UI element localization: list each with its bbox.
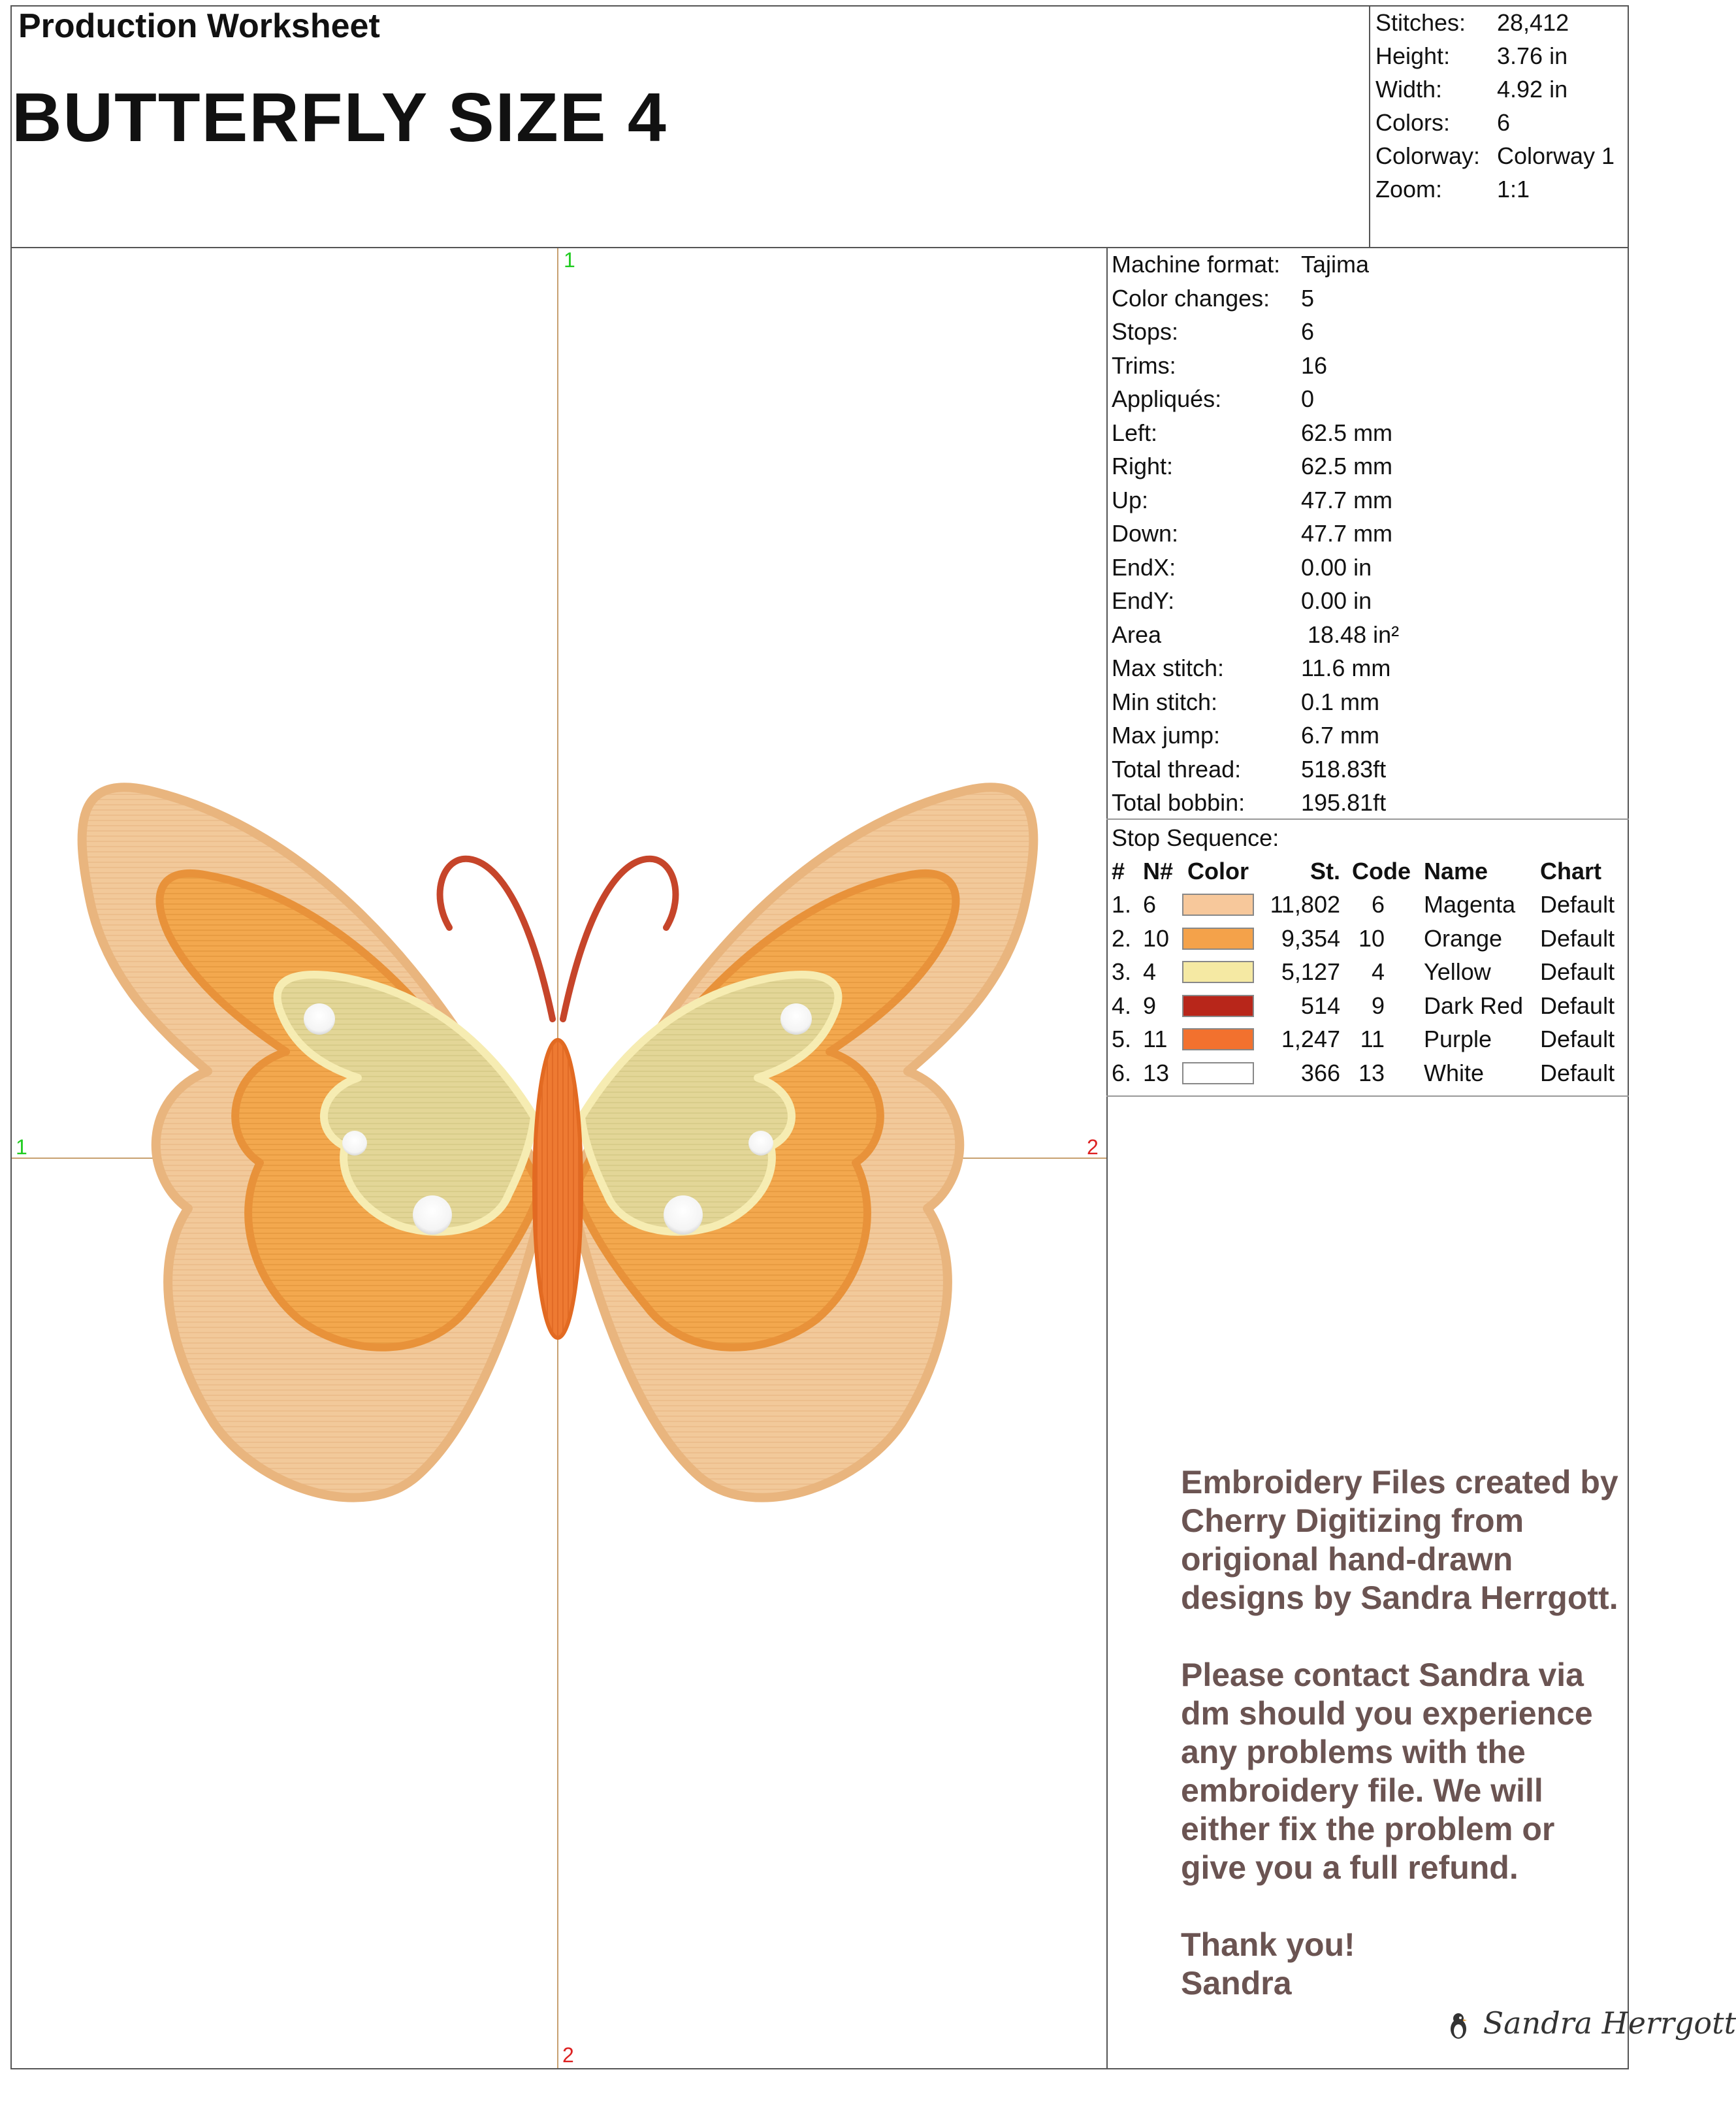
axis-marker-bottom: 2	[562, 2043, 574, 2067]
design-name: BUTTERFLY SIZE 4	[12, 79, 667, 156]
row-chart: Default	[1540, 1026, 1615, 1052]
detail-value: 6.7 mm	[1301, 722, 1380, 749]
stop-sequence-row	[1112, 992, 1628, 1020]
detail-value: 0.00 in	[1301, 587, 1372, 614]
header-num: #	[1112, 858, 1125, 884]
left-wing	[82, 787, 546, 1497]
summary-value: 4.92 in	[1497, 76, 1568, 103]
left-spot-bottom	[413, 1195, 452, 1235]
detail-label: Stops:	[1112, 318, 1179, 345]
detail-value: 195.81ft	[1301, 789, 1387, 816]
row-st: 1,247	[1281, 1026, 1340, 1052]
summary-label: Height:	[1375, 42, 1451, 69]
row-name: White	[1424, 1059, 1485, 1086]
row-st: 5,127	[1281, 958, 1340, 985]
header-n: N#	[1143, 858, 1174, 884]
detail-value: 0.1 mm	[1301, 688, 1380, 715]
row-name: Dark Red	[1424, 992, 1524, 1019]
detail-value: 47.7 mm	[1301, 486, 1393, 513]
detail-label: Total thread:	[1112, 755, 1242, 783]
detail-label: Min stitch:	[1112, 688, 1218, 715]
stop-sequence-header	[1112, 858, 1628, 885]
row-code: 6	[1371, 891, 1385, 918]
color-swatch	[1182, 928, 1254, 950]
summary-label: Width:	[1375, 76, 1443, 103]
left-spot-top	[304, 1003, 335, 1035]
axis-marker-left: 1	[16, 1135, 27, 1159]
detail-label: Area	[1112, 621, 1162, 648]
row-n: 11	[1143, 1026, 1168, 1052]
detail-value: 518.83ft	[1301, 755, 1387, 783]
detail-label: Machine format:	[1112, 251, 1281, 278]
row-chart: Default	[1540, 924, 1615, 952]
row-chart: Default	[1540, 958, 1615, 985]
right-wing	[570, 787, 1033, 1497]
worksheet-title: Production Worksheet	[18, 7, 380, 45]
row-n: 4	[1143, 958, 1157, 985]
row-num: 3.	[1112, 958, 1132, 985]
row-code: 9	[1371, 992, 1385, 1019]
detail-label: Down:	[1112, 520, 1179, 547]
summary-label: Colorway:	[1375, 142, 1481, 169]
stop-sequence-row	[1112, 1060, 1628, 1087]
row-code: 11	[1360, 1026, 1385, 1052]
stop-sequence-row	[1112, 891, 1628, 918]
detail-value: 47.7 mm	[1301, 520, 1393, 547]
detail-label: Right:	[1112, 453, 1174, 479]
color-swatch	[1182, 894, 1254, 916]
detail-value: Tajima	[1301, 251, 1370, 278]
row-n: 10	[1143, 924, 1170, 952]
row-num: 5.	[1112, 1026, 1132, 1052]
detail-label: EndX:	[1112, 553, 1176, 581]
details-divider	[1106, 818, 1629, 820]
notes-thanks: Thank you!	[1181, 1926, 1355, 1963]
left-spot-middle	[342, 1131, 367, 1156]
stop-sequence-row	[1112, 925, 1628, 952]
row-name: Magenta	[1424, 891, 1516, 918]
row-chart: Default	[1540, 992, 1615, 1019]
signature-text: Sandra Herrgott	[1483, 2005, 1736, 2041]
detail-label: Color changes:	[1112, 284, 1270, 312]
detail-value: 0	[1301, 385, 1315, 412]
stop-sequence-row	[1112, 1026, 1628, 1053]
detail-label: Appliqués:	[1112, 385, 1222, 412]
detail-label: Up:	[1112, 486, 1149, 513]
detail-label: Left:	[1112, 419, 1158, 446]
detail-value: 0.00 in	[1301, 553, 1372, 581]
detail-label: Total bobbin:	[1112, 789, 1246, 816]
row-name: Purple	[1424, 1026, 1492, 1052]
row-chart: Default	[1540, 891, 1615, 918]
header-st: St.	[1310, 858, 1340, 884]
row-n: 6	[1143, 891, 1157, 918]
stop-sequence	[1112, 824, 1628, 1092]
row-code: 4	[1371, 958, 1385, 985]
notes-paragraph-contact: Please contact Sandra via dm should you experience any problems with the embroidery file. We will either fix the problem or give you a full refund.	[1181, 1657, 1593, 1886]
sequence-divider	[1106, 1095, 1629, 1097]
summary-label: Zoom:	[1375, 176, 1443, 202]
row-code: 13	[1358, 1059, 1385, 1086]
designer-notes	[1181, 1463, 1625, 2003]
row-num: 2.	[1112, 924, 1132, 952]
row-st: 9,354	[1281, 924, 1340, 952]
color-swatch	[1182, 995, 1254, 1017]
right-antenna	[563, 859, 675, 1019]
right-spot-top	[780, 1003, 812, 1035]
detail-label: EndY:	[1112, 587, 1175, 614]
detail-label: Max jump:	[1112, 722, 1221, 749]
detail-label: Max stitch:	[1112, 655, 1225, 681]
penguin-icon	[1443, 2011, 1473, 2041]
butterfly-body	[534, 1040, 581, 1338]
header-color: Color	[1187, 858, 1249, 884]
summary-value: 3.76 in	[1497, 42, 1568, 69]
header-code: Code	[1352, 858, 1411, 884]
detail-value: 11.6 mm	[1301, 655, 1391, 681]
summary-value: 28,412	[1497, 9, 1569, 36]
row-num: 6.	[1112, 1059, 1132, 1086]
right-spot-middle	[748, 1131, 773, 1156]
axis-marker-top: 1	[564, 248, 575, 272]
row-st: 366	[1300, 1059, 1340, 1086]
detail-value: 18.48 in²	[1301, 621, 1400, 648]
axis-marker-right: 2	[1087, 1135, 1099, 1159]
detail-value: 5	[1301, 284, 1315, 312]
detail-value: 62.5 mm	[1301, 419, 1393, 446]
summary-value: 6	[1497, 109, 1511, 136]
summary-value: 1:1	[1497, 176, 1530, 202]
color-swatch	[1182, 961, 1254, 983]
stop-sequence-title: Stop Sequence:	[1112, 824, 1279, 851]
header-name: Name	[1424, 858, 1488, 884]
stop-sequence-row	[1112, 958, 1628, 986]
row-st: 11,802	[1270, 891, 1340, 918]
left-antenna	[440, 859, 553, 1019]
row-num: 4.	[1112, 992, 1132, 1019]
detail-value: 62.5 mm	[1301, 453, 1393, 479]
summary-label: Colors:	[1375, 109, 1451, 136]
summary-value: Colorway 1	[1497, 142, 1615, 169]
row-code: 10	[1358, 924, 1385, 952]
detail-value: 6	[1301, 318, 1315, 345]
color-swatch	[1182, 1062, 1254, 1084]
row-name: Yellow	[1424, 958, 1491, 985]
summary-label: Stitches:	[1375, 9, 1466, 36]
row-st: 514	[1300, 992, 1340, 1019]
header-chart: Chart	[1540, 858, 1602, 884]
row-name: Orange	[1424, 924, 1503, 952]
row-n: 9	[1143, 992, 1157, 1019]
right-spot-bottom	[664, 1195, 703, 1235]
row-n: 13	[1143, 1059, 1170, 1086]
color-swatch	[1182, 1028, 1254, 1050]
butterfly-design	[12, 248, 1106, 2068]
notes-signoff: Sandra	[1181, 1965, 1292, 2001]
row-num: 1.	[1112, 891, 1132, 918]
signature-logo	[1443, 2005, 1736, 2041]
detail-value: 16	[1301, 351, 1328, 379]
notes-paragraph-credits: Embroidery Files created by Cherry Digitizing from origional hand-drawn designs by Sandra Herrgott.	[1181, 1464, 1618, 1616]
detail-label: Trims:	[1112, 351, 1176, 379]
row-chart: Default	[1540, 1059, 1615, 1086]
